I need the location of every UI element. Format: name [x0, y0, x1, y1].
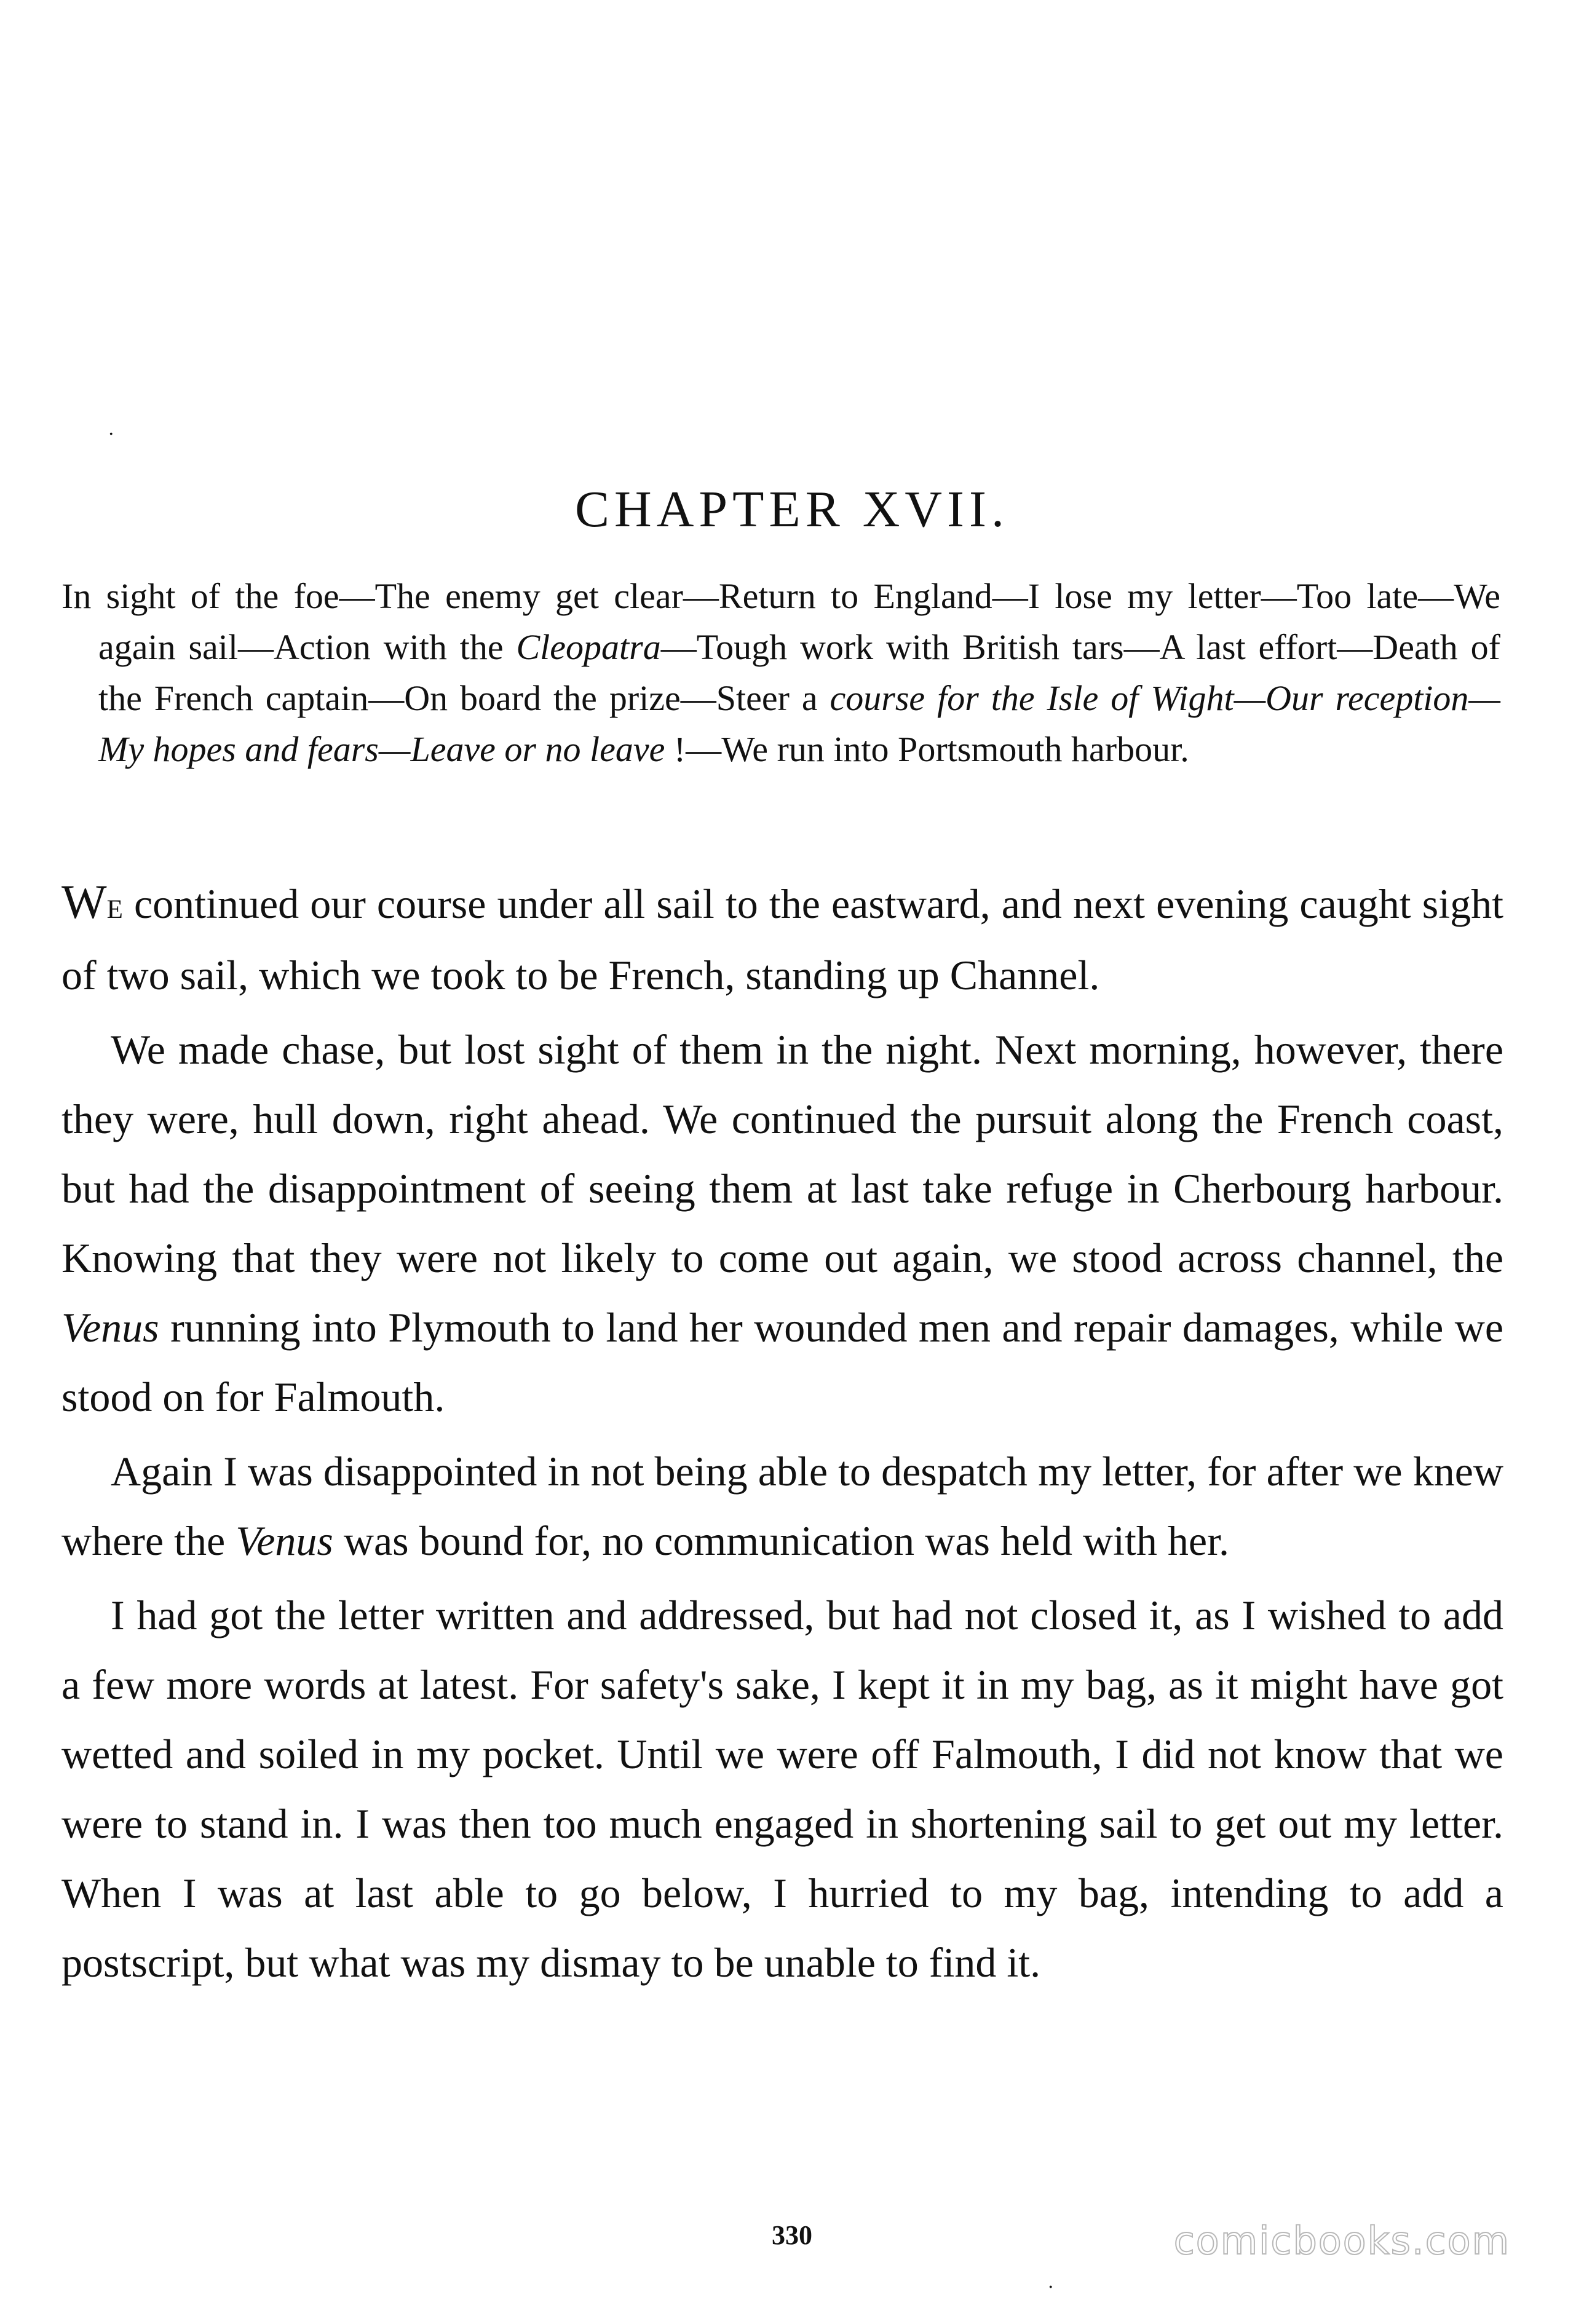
initial-smallcap: e — [106, 885, 123, 927]
chapter-summary — [61, 571, 1500, 775]
summary-text: —Tough work with British tars—A last effort—Death of the French captain—On board the prize—Steer a — [98, 627, 1500, 718]
paragraph-4: I had got the letter written and addressed, but had not closed it, as I wished to add a few more words at latest. For safety's sake, I kept it in my bag, as it might have got wetted and soiled in my pocket. Until we were off Falmouth, I did not know that we were to stand in. I was then too much engaged in shortening sail to get out my letter. When I was at last able to go below, I hurried to my bag, intending to add a postscript, but what was my dismay to be unable to find it. — [61, 1592, 1503, 1986]
chapter-title: CHAPTER XVII. — [575, 481, 1009, 538]
paragraph-text: running into Plymouth to land her wounded men and repair damages, while we stood on for Falmouth. — [61, 1304, 1503, 1420]
watermark: comicbooks.com — [1173, 2218, 1510, 2263]
paragraph-text: was bound for, no communication was held with her. — [333, 1517, 1229, 1564]
ship-name: Venus — [61, 1304, 159, 1351]
paragraph-2 — [61, 1015, 1503, 1432]
page-number: 330 — [772, 2220, 812, 2250]
chapter-body — [61, 867, 1503, 1998]
summary-text: In sight of the foe—The enemy get clear—Return to England—I lose my letter—Too late—We again sail—Action with the — [61, 576, 1500, 667]
ship-name: Venus — [236, 1517, 333, 1564]
paragraph-1 — [61, 867, 1503, 1010]
print-speck: · — [108, 424, 114, 445]
initial-letter: W — [61, 875, 107, 928]
summary-text-italic: course for the Isle of Wight—Our reception—My hopes and fears—Leave or no leave — [98, 678, 1500, 769]
print-speck: · — [1048, 2277, 1054, 2298]
paragraph-3 — [61, 1437, 1503, 1576]
summary-ship-name: Cleopatra — [516, 627, 661, 667]
summary-text: !—We run into Portsmouth harbour. — [665, 729, 1189, 769]
paragraph-text: Again I was disappointed in not being able to despatch my letter, for after we knew where the — [61, 1448, 1503, 1564]
paragraph-text: continued our course under all sail to the eastward, and next evening caught sight of two sail, which we took to be French, standing up Channel. — [61, 880, 1503, 998]
paragraph-text: We made chase, but lost sight of them in the night. Next morning, however, there they were, hull down, right ahead. We continued the pursuit along the French coast, but had the disappointment of seeing them at last take refuge in Cherbourg harbour. Knowing that they were not likely to come out again, we stood across channel, the — [61, 1026, 1503, 1281]
